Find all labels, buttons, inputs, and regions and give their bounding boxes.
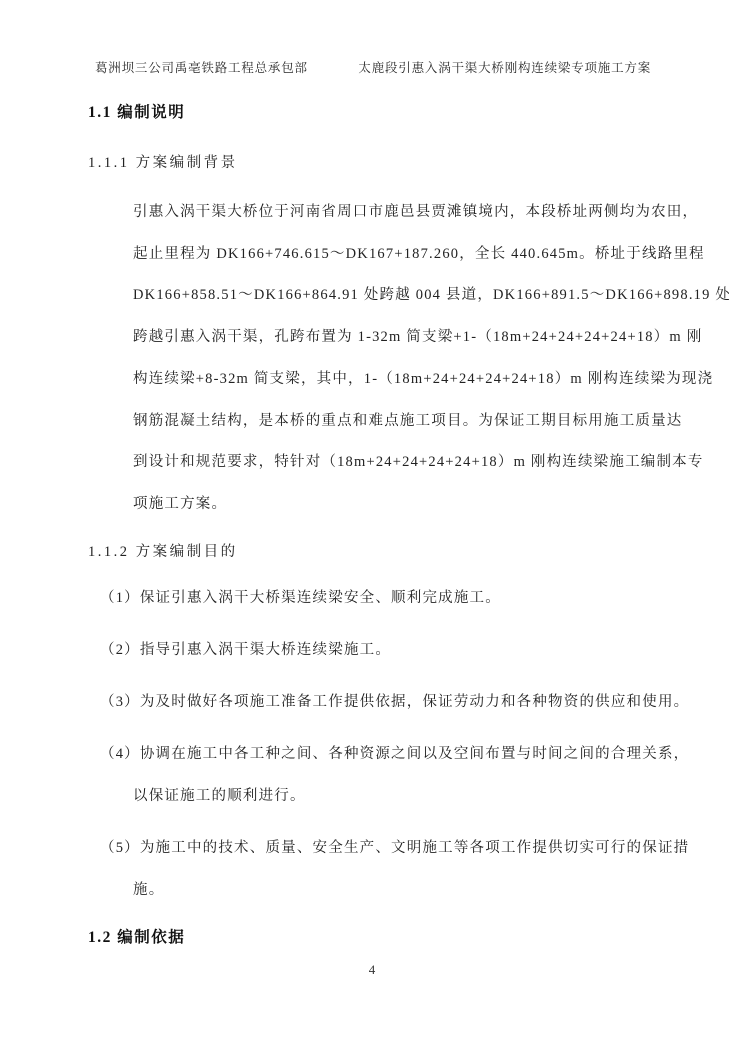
- paragraph-line: 项施工方案。: [133, 495, 228, 512]
- section-title-1-1-1: 1.1.1 方案编制背景: [88, 155, 238, 171]
- header-right-text: 太鹿段引惠入涡干渠大桥刚构连续梁专项施工方案: [358, 61, 651, 75]
- background-paragraph: [133, 192, 731, 526]
- list-item-line: （5）为施工中的技术、质量、安全生产、文明施工等各项工作提供切实可行的保证措: [100, 840, 690, 856]
- paragraph-line: 引惠入涡干渠大桥位于河南省周口市鹿邑县贾滩镇境内，本段桥址两侧均为农田，: [133, 204, 699, 220]
- list-item: [100, 577, 689, 619]
- paragraph-line: 跨越引惠入涡干渠，孔跨布置为 1-32m 简支梁+1-（18m+24+24+24+24+18）m 刚: [133, 329, 703, 346]
- list-item-line: 施。: [133, 882, 165, 898]
- section-title-1-1: 1.1 编制说明: [88, 104, 186, 121]
- section-title-1-2: 1.2 编制依据: [88, 929, 186, 946]
- page-header: [95, 58, 651, 76]
- paragraph-line: 钢筋混凝土结构，是本桥的重点和难点施工项目。为保证工期目标用施工质量达: [133, 412, 683, 429]
- list-item-line: （4）协调在施工中各工种之间、各种资源之间以及空间布置与时间之间的合理关系，: [100, 746, 690, 762]
- purpose-list: [100, 577, 689, 921]
- list-item-line: （1）保证引惠入涡干大桥渠连续梁安全、顺利完成施工。: [100, 590, 501, 606]
- list-item: [100, 827, 689, 911]
- list-item-line: 以保证施工的顺利进行。: [133, 788, 306, 804]
- page-number: 4: [368, 962, 376, 977]
- section-title-1-1-2: 1.1.2 方案编制目的: [88, 544, 238, 560]
- list-item-line: （3）为及时做好各项施工准备工作提供依据，保证劳动力和各种物资的供应和使用。: [100, 694, 690, 710]
- list-item: [100, 733, 689, 817]
- paragraph-line: 起止里程为 DK166+746.615～DK167+187.260，全长 440.645m。桥址于线路里程: [133, 245, 705, 262]
- list-item: [100, 681, 689, 723]
- list-item-line: （2）指导引惠入涡干渠大桥连续梁施工。: [100, 642, 392, 658]
- header-left-text: 葛洲坝三公司禹亳铁路工程总承包部: [95, 61, 308, 75]
- paragraph-line: DK166+858.51～DK166+864.91 处跨越 004 县道，DK166+891.5～DK166+898.19 处: [133, 287, 732, 304]
- paragraph-line: 构连续梁+8-32m 简支梁，其中，1-（18m+24+24+24+24+18）m 刚构连续梁为现浇: [133, 370, 714, 387]
- paragraph-line: 到设计和规范要求，特针对（18m+24+24+24+24+18）m 刚构连续梁施工编制本专: [133, 454, 704, 471]
- list-item: [100, 629, 689, 671]
